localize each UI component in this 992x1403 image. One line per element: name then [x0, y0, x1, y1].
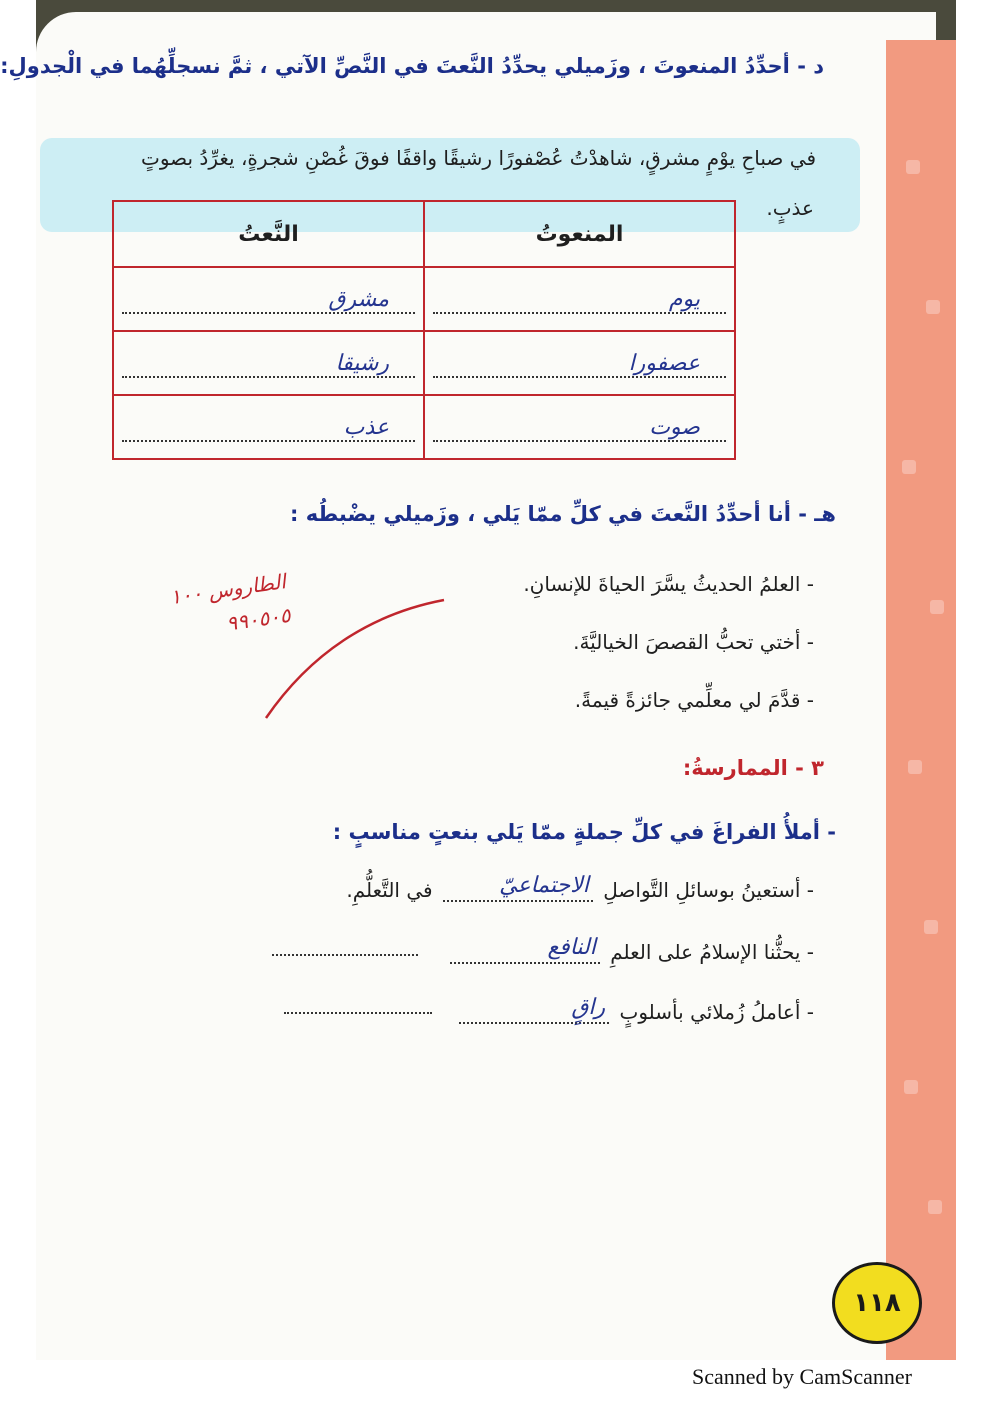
band-decoration	[930, 600, 944, 614]
header-adjective: النَّعتُ	[113, 201, 424, 267]
exercise-d-instruction: د - أحدِّدُ المنعوتَ ، وزَميلي يحدِّدُ النَّعتَ في النَّصِّ الآتي ، ثمَّ نسجلِّهُما في الْجدولِ:	[0, 54, 824, 78]
trailing-dotted-line	[284, 1002, 432, 1014]
band-decoration	[906, 160, 920, 174]
exercise-h-item: - العلمُ الحديثُ يسَّرَ الحياةَ للإنسانِ.	[523, 572, 814, 596]
table-row	[113, 395, 735, 459]
section-3-instruction: - أملأُ الفراغَ في كلِّ جملةٍ ممّا يَلي بنعتٍ مناسبٍ :	[332, 820, 836, 844]
exercise-h-item: - أختي تحبُّ القصصَ الخياليَّةَ.	[573, 630, 814, 654]
handwritten-answer: عصفورا	[628, 351, 700, 376]
table-row	[113, 267, 735, 331]
red-pen-stroke	[260, 594, 450, 724]
handwritten-answer: رشيقا	[335, 351, 389, 376]
table-row	[113, 331, 735, 395]
section-3-title: ٣ - الممارسةُ:	[682, 756, 824, 780]
handwritten-answer: يوم	[668, 287, 700, 312]
passage-line-1: في صباحِ يوْمٍ مشرقٍ، شاهدْتُ عُصْفورًا رشيقًا واقفًا فوقَ غُصْنِ شجرةٍ، يغرِّدُ بصوتٍ	[141, 146, 816, 170]
handwritten-answer: عذب	[343, 415, 389, 440]
exercise-h-item: - قدَّمَ لي معلِّمي جائزةً قيمةً.	[574, 688, 814, 712]
band-decoration	[902, 460, 916, 474]
band-decoration	[908, 760, 922, 774]
sentence-start: - يحثُّنا الإسلامُ على العلمِ	[610, 940, 814, 964]
fill-sentence	[455, 995, 814, 1024]
decorative-side-band	[886, 40, 956, 1360]
handwritten-answer: راقٍ	[571, 995, 606, 1020]
band-decoration	[924, 920, 938, 934]
sentence-end: في التَّعلُّمِ.	[346, 878, 433, 902]
band-decoration	[904, 1080, 918, 1094]
band-decoration	[926, 300, 940, 314]
trailing-dotted-line	[272, 944, 418, 956]
exercise-h-instruction: هـ - أنا أحدِّدُ النَّعتَ في كلِّ ممّا يَلي ، وزَميلي يضْبطُه :	[289, 502, 836, 526]
fill-sentence	[346, 873, 814, 902]
band-decoration	[928, 1200, 942, 1214]
red-note-line-1: الطاروس ١٠٠	[168, 569, 288, 610]
handwritten-answer: النافع	[547, 935, 596, 960]
noun-cell[interactable]	[424, 331, 735, 395]
passage-line-2: عذبٍ.	[766, 196, 814, 220]
adjective-cell[interactable]	[113, 267, 424, 331]
fill-sentence	[446, 935, 814, 964]
blank-field[interactable]	[459, 995, 609, 1024]
red-note-line-2: ٩٩٠٥٠٥	[224, 602, 292, 636]
header-noun: المنعوتُ	[424, 201, 735, 267]
table-header-row	[113, 201, 735, 267]
handwritten-answer: الاجتماعيّ	[499, 873, 589, 898]
sentence-start: - أعاملُ زُملائي بأسلوبٍ	[619, 1000, 814, 1024]
sentence-start: - أستعينُ بوسائلِ التَّواصلِ	[603, 878, 814, 902]
noun-cell[interactable]	[424, 267, 735, 331]
adjective-cell[interactable]	[113, 395, 424, 459]
scanner-footer: Scanned by CamScanner	[692, 1364, 912, 1389]
page-number-badge: ١١٨	[832, 1262, 922, 1344]
noun-adjective-table	[112, 200, 736, 460]
handwritten-answer: صوت	[649, 415, 700, 440]
blank-field[interactable]	[450, 935, 600, 964]
noun-cell[interactable]	[424, 395, 735, 459]
handwritten-answer: مشرق	[328, 287, 389, 312]
adjective-cell[interactable]	[113, 331, 424, 395]
blank-field[interactable]	[443, 873, 593, 902]
